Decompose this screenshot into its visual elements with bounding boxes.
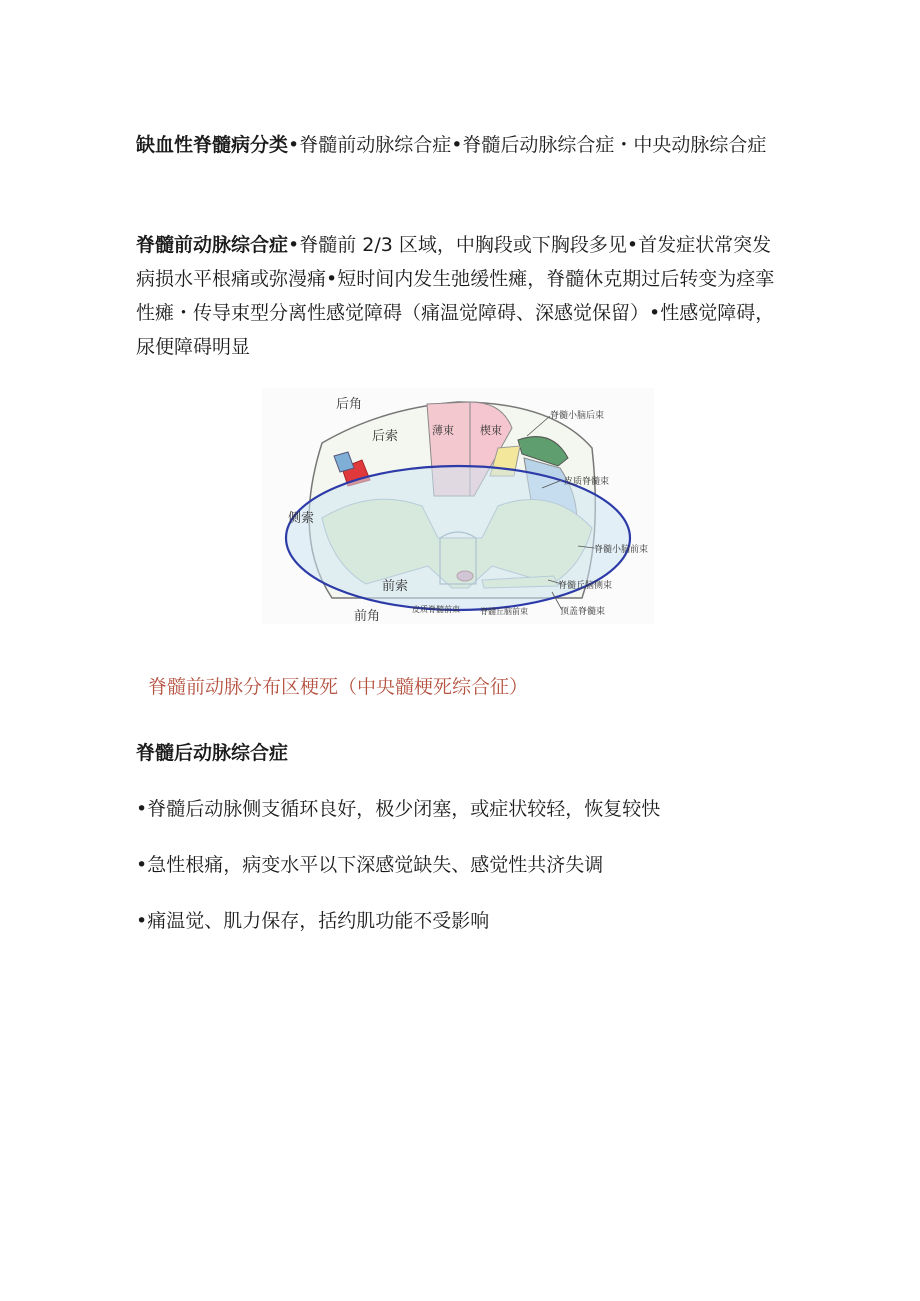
label-dorsal-spinocerebellar: 脊髓小脑后束 [550,411,605,421]
label-lateral-funiculus: 侧索 [288,511,315,526]
figure-caption: 脊髓前动脉分布区梗死（中央髓梗死综合征） [148,676,529,698]
label-corticospinal: 皮质脊髓束 [564,477,610,487]
label-fasciculus-gracilis: 薄束 [432,424,454,437]
label-ventral-spinocerebellar: 脊髓小脑前束 [594,545,649,555]
label-anterior-funiculus: 前索 [382,579,409,594]
label-anterior-corticospinal: 皮质脊髓前束 [412,605,460,614]
label-lateral-spinothalamic: 脊髓丘脑侧束 [558,581,613,591]
anterior-artery-paragraph [136,228,784,364]
label-posterior-horn: 后角 [336,397,363,412]
classification-heading: 缺血性脊髓病分类 [136,134,289,156]
classification-text: •脊髓前动脉综合症•脊髓后动脉综合症・中央动脉综合症 [288,134,767,156]
anterior-artery-heading: 脊髓前动脉综合症 [136,234,289,256]
posterior-bullet-1: •脊髓后动脉侧支循环良好，极少闭塞，或症状较轻，恢复较快 [136,798,661,820]
label-anterior-horn: 前角 [354,609,381,624]
label-fasciculus-cuneatus: 楔束 [480,424,502,437]
label-tectospinal: 顶盖脊髓束 [560,607,606,617]
posterior-bullet-2: •急性根痛，病变水平以下深感觉缺失、感觉性共济失调 [136,854,604,876]
posterior-artery-heading: 脊髓后动脉综合症 [136,742,289,764]
label-anterior-spinothalamic: 脊髓丘脑前束 [480,607,528,616]
label-posterior-funiculus: 后索 [372,429,399,444]
anterior-artery-text: •脊髓前 2/3 区域，中胸段或下胸段多见•首发症状常突发病损水平根痛或弥漫痛•短时间内发生弛缓性瘫，脊髓休克期过后转变为痉挛性瘫・传导束型分离性感觉障碍（痛温觉障碍、深感觉保留）•性感觉障碍，尿便障碍明显 [136,234,775,358]
spinal-cord-diagram [262,388,654,624]
posterior-bullet-3: •痛温觉、肌力保存，括约肌功能不受影响 [136,910,490,932]
classification-paragraph [136,128,784,162]
